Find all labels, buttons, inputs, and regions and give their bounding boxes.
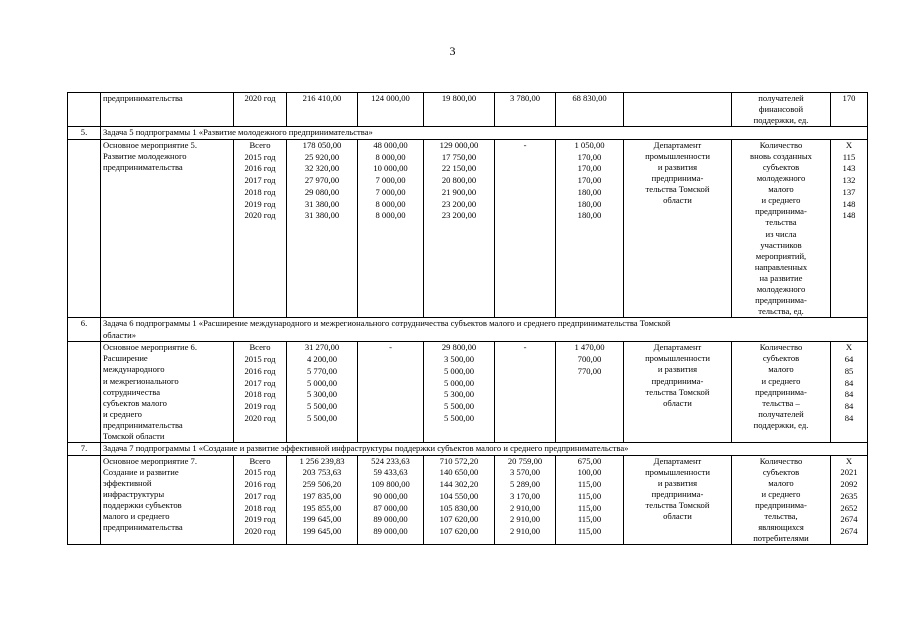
program-table [67,92,868,545]
year-label: 2017 год [244,490,276,501]
federal-value [360,413,421,425]
total-value: 5 000,00 [306,377,338,388]
indicator-line: мероприятий, [755,250,807,261]
indicator-line: вновь созданных [750,150,812,161]
task-title-line: Задача 5 подпрограммы 1 «Развитие молодежного предпринимательства» [103,127,373,138]
executor-line: области [663,397,692,408]
task-number-cell: 5. [68,127,101,140]
name-line: субъектов малого [103,397,167,408]
indicator-cell [732,455,831,545]
regional-value: 144 302,20 [439,479,479,490]
name-line: международного [103,364,165,375]
year-label: Всего [249,139,271,150]
year-cell: 2020 год [234,93,287,127]
local-value: - [523,139,527,150]
name-cell [101,455,234,545]
name-line: предпринимательства [103,522,183,533]
federal-value [360,378,421,390]
local-value [497,210,553,222]
years-cell [234,342,287,443]
regional-cell [424,139,495,318]
extra-value [558,413,621,425]
year-label: 2016 год [244,365,276,376]
extra-value: 180,00 [577,186,602,197]
indicator-line: тельства, ед. [758,306,804,317]
regional-cell: 19 800,00 [424,93,495,127]
name-line: и межрегионального [103,375,179,386]
row-number-cell [68,93,101,127]
indicator-value: 2674 [840,526,858,537]
page-number: 3 [449,44,456,58]
executor-cell [624,455,732,545]
indicator-line: тельства – [762,397,800,408]
name-cell: предпринимательства [101,93,234,127]
local-cell [495,342,556,443]
task-title-line: области» [103,329,137,340]
table-row [68,139,868,318]
name-line: Создание и развитие [103,466,179,477]
regional-cell [424,342,495,443]
federal-cell: 124 000,00 [358,93,424,127]
task-header-row [68,443,868,456]
federal-value [360,401,421,413]
year-label: 2016 год [244,479,276,490]
indicator-line: тельства [765,217,797,228]
indicator-line: тельства, [764,511,798,522]
indicator-line: предпринима- [755,295,807,306]
total-value: 32 320,00 [304,163,340,174]
indicator-value: 137 [842,186,856,197]
indicator-line: малого [768,184,794,195]
name-line: предпринимательства [103,419,183,430]
federal-cell [358,342,424,443]
year-label: 2019 год [244,198,276,209]
total-value: 1 256 239,83 [299,455,345,466]
local-value: 2 910,00 [509,502,541,513]
years-cell [234,139,287,318]
indicator-line: и среднего [761,195,801,206]
local-value [497,389,553,401]
year-label: 2020 год [244,412,276,423]
executor-line: Департамент [653,342,702,353]
regional-value: 20 800,00 [441,175,477,186]
row-number-cell [68,342,101,443]
total-cell [287,342,358,443]
indicator-line: молодежного [756,284,806,294]
regional-value: 3 500,00 [443,354,475,365]
total-value: 197 835,00 [302,490,342,501]
years-cell [234,455,287,545]
regional-value: 107 620,00 [439,514,479,525]
federal-value: 524 233,63 [371,455,410,466]
executor-line: области [663,511,692,522]
task-number-cell: 7. [68,443,101,456]
federal-value: 7 000,00 [375,175,406,186]
executor-line: предпринима- [651,488,704,499]
federal-value: 10 000,00 [373,163,408,174]
year-label: 2020 год [244,210,276,221]
extra-cell [556,342,624,443]
federal-value: 7 000,00 [375,186,406,197]
federal-value: 89 000,00 [373,514,408,525]
table-row [68,93,868,127]
year-label: 2018 год [244,186,276,197]
extra-value: 170,00 [577,151,602,162]
indicator-line: участников [760,239,802,250]
indicator-cell [732,342,831,443]
year-label: Всего [249,342,271,353]
regional-cell [424,455,495,545]
total-value: 29 080,00 [304,186,340,197]
indicator-line: направленных [754,261,808,272]
indicator-value: 143 [842,163,856,174]
total-value: 31 380,00 [304,210,340,221]
year-label: 2015 год [244,467,276,478]
name-line: предпринимательства [103,161,183,172]
executor-line: предпринима- [651,173,704,184]
name-line: Развитие молодежного [103,150,187,161]
local-cell [495,139,556,318]
federal-cell [358,139,424,318]
extra-cell: 68 830,00 [556,93,624,127]
task-title-cell [101,318,868,342]
indicator-line: являющихся [758,522,804,533]
extra-value: 115,00 [577,514,602,525]
executor-cell [624,139,732,318]
indicator-value: Х [845,139,853,150]
total-value: 203 753,63 [302,467,342,478]
executor-cell [624,342,732,443]
total-value: 5 500,00 [306,401,338,412]
executor-line: области [663,195,692,206]
name-line: Томской области [103,431,165,442]
executor-cell [624,93,732,127]
table-row [68,455,868,545]
indicator-value: 115 [842,151,856,162]
indicator-line: Количество [759,455,803,466]
executor-line: тельства Томской [645,500,710,510]
name-line: и среднего [103,408,142,419]
regional-value: 22 150,00 [441,163,477,174]
total-value: 195 855,00 [302,502,342,513]
federal-value: 8 000,00 [375,210,406,221]
extra-value: 770,00 [577,365,602,376]
regional-value: 21 900,00 [441,186,477,197]
total-value: 5 300,00 [306,389,338,400]
year-label: 2019 год [244,401,276,412]
name-cell [101,342,234,443]
task-title-cell [101,443,868,456]
executor-line: промышленности [645,466,710,477]
executor-line: и развития [657,161,698,172]
indicator-line: Количество [759,139,803,150]
indicator-line: малого [768,364,794,375]
name-line: эффективной [103,477,152,488]
federal-value: 87 000,00 [373,502,408,513]
indicator-line: субъектов [762,353,800,364]
indicator-line: Количество [759,342,803,353]
name-line: поддержки субъектов [103,500,182,510]
total-cell [287,139,358,318]
task-title-cell [101,127,868,140]
extra-value: 170,00 [577,163,602,174]
indicator-value: 2021 [840,467,858,478]
total-cell: 216 410,00 [287,93,358,127]
task-title-line: Задача 6 подпрограммы 1 «Расширение международного и межрегионального сотрудничества субъектов малого и среднего предпринимательства Томской [103,318,671,329]
regional-value: 710 572,20 [439,455,479,466]
indicator-line: субъектов [762,161,800,172]
executor-line: предпринима- [651,375,704,386]
regional-value: 29 800,00 [441,342,477,353]
indicator-line: молодежного [756,173,806,184]
local-value: 2 910,00 [509,514,541,525]
local-value: - [523,342,527,353]
indicator-line: предпринима- [755,500,807,510]
extra-value: 115,00 [577,490,602,501]
extra-value: 675,00 [577,455,602,466]
local-value [497,413,553,425]
local-value: 2 910,00 [509,526,541,537]
name-line: Основное мероприятие 6. [103,342,197,353]
year-label: 2015 год [244,354,276,365]
federal-value: 8 000,00 [375,151,406,162]
indicator-value: 148 [842,210,856,221]
extra-value: 180,00 [577,198,602,209]
regional-value: 129 000,00 [439,139,479,150]
indicator-value: 84 [844,377,854,388]
federal-value [360,389,421,401]
regional-value: 105 830,00 [439,502,479,513]
indicator-cell [732,139,831,318]
year-label: 2016 год [244,163,276,174]
regional-value: 5 000,00 [443,377,475,388]
federal-value: 59 433,63 [373,467,408,478]
indicator-value: 84 [844,389,854,400]
total-value: 31 380,00 [304,198,340,209]
indicator-value: 84 [844,412,854,423]
indicator-line: финансовой [758,104,804,115]
extra-value: 170,00 [577,175,602,186]
indicator-value: 64 [844,354,854,365]
indicator-line: предпринима- [755,386,807,397]
regional-value: 104 550,00 [439,490,479,501]
table-row [68,342,868,443]
total-value: 4 200,00 [306,354,338,365]
executor-line: тельства Томской [645,184,710,195]
local-cell [495,455,556,545]
total-value: 5 770,00 [306,365,338,376]
name-line: инфраструктуры [103,488,165,499]
executor-line: и развития [657,364,698,375]
extra-value: 1 470,00 [574,342,605,353]
local-value: 5 289,00 [509,479,541,490]
name-line: Основное мероприятие 5. [103,139,197,150]
federal-value: 90 000,00 [373,490,408,501]
federal-value: 8 000,00 [375,198,406,209]
extra-value [558,389,621,401]
year-label: 2018 год [244,389,276,400]
local-value [497,187,553,199]
name-line: малого и среднего [103,511,170,522]
indicator-value: 132 [842,175,856,186]
total-cell [287,455,358,545]
extra-cell [556,139,624,318]
row-number-cell [68,139,101,318]
regional-value: 5 000,00 [443,365,475,376]
federal-value [360,366,421,378]
name-line: Основное мероприятие 7. [103,455,197,466]
executor-line: Департамент [653,455,702,466]
local-value [497,163,553,175]
total-value: 25 920,00 [304,151,340,162]
name-cell [101,139,234,318]
indicator-value: Х [845,342,853,353]
indicator-line: получателей [758,408,804,419]
local-value [497,354,553,366]
executor-line: Департамент [653,139,702,150]
local-value: 3 170,00 [509,490,541,501]
extra-value: 1 050,00 [574,139,605,150]
extra-value: 115,00 [577,502,602,513]
task-header-row [68,127,868,140]
year-label: Всего [249,455,271,466]
regional-value: 107 620,00 [439,526,479,537]
task-number-cell: 6. [68,318,101,342]
indicator-value: 2652 [840,502,858,513]
indicator-line: на развитие [759,272,803,283]
value-cell [831,139,868,318]
year-label: 2017 год [244,175,276,186]
indicator-value: Х [845,455,853,466]
total-value: 199 645,00 [302,514,342,525]
year-label: 2018 год [244,502,276,513]
local-value: 3 570,00 [509,467,541,478]
local-value [497,175,553,187]
local-value: 20 759,00 [507,455,543,466]
executor-line: тельства Томской [645,386,710,397]
indicator-line: поддержки, ед. [753,419,809,430]
name-line: сотрудничества [103,386,161,397]
indicator-line: получателей [758,93,804,103]
year-label: 2019 год [244,514,276,525]
indicator-value: 85 [844,365,854,376]
indicator-value: 148 [842,198,856,209]
regional-value: 17 750,00 [441,151,477,162]
total-value: 31 270,00 [304,342,340,353]
extra-cell [556,455,624,545]
federal-value [360,354,421,366]
local-value [497,366,553,378]
extra-value [558,401,621,413]
indicator-line: предпринима- [755,206,807,217]
year-label: 2015 год [244,151,276,162]
total-value: 199 645,00 [302,526,342,537]
extra-value: 115,00 [577,479,602,490]
extra-value: 100,00 [577,467,602,478]
row-number-cell [68,455,101,545]
federal-value: 89 000,00 [373,526,408,537]
indicator-line: из числа [765,228,797,239]
regional-value: 5 500,00 [443,412,475,423]
indicator-line: и среднего [761,488,801,499]
federal-value: 48 000,00 [373,139,408,150]
local-value [497,199,553,211]
value-cell: 170 [831,93,868,127]
local-value [497,378,553,390]
indicator-value: 2092 [840,479,858,490]
indicator-line: субъектов [762,466,800,477]
indicator-cell [732,93,831,127]
local-value [497,401,553,413]
indicator-line: потребителями [753,533,809,544]
task-header-row [68,318,868,342]
value-cell [831,342,868,443]
extra-value [558,378,621,390]
name-line: Расширение [103,353,148,364]
indicator-value: 2635 [840,490,858,501]
regional-value: 5 500,00 [443,401,475,412]
federal-value: 109 800,00 [371,479,410,490]
indicator-value: 84 [844,401,854,412]
executor-line: и развития [657,477,698,488]
regional-value: 5 300,00 [443,389,475,400]
indicator-value: 2674 [840,514,858,525]
value-cell [831,455,868,545]
federal-value: - [389,342,392,353]
total-value: 5 500,00 [306,412,338,423]
indicator-line: и среднего [761,375,801,386]
executor-line: промышленности [645,150,710,161]
regional-value: 23 200,00 [441,210,477,221]
indicator-line: малого [768,477,794,488]
extra-value: 700,00 [577,354,602,365]
regional-value: 140 650,00 [439,467,479,478]
executor-line: промышленности [645,353,710,364]
task-title-line: Задача 7 подпрограммы 1 «Создание и развитие эффективной инфраструктуры поддержки субъектов малого и среднего предпринимательства» [103,443,629,454]
indicator-line: поддержки, ед. [753,115,809,126]
year-label: 2017 год [244,377,276,388]
extra-value: 180,00 [577,210,602,221]
local-value [497,152,553,164]
total-value: 178 050,00 [302,139,342,150]
extra-value: 115,00 [577,526,602,537]
federal-cell [358,455,424,545]
total-value: 259 506,20 [302,479,342,490]
total-value: 27 970,00 [304,175,340,186]
year-label: 2020 год [244,526,276,537]
local-cell: 3 780,00 [495,93,556,127]
regional-value: 23 200,00 [441,198,477,209]
